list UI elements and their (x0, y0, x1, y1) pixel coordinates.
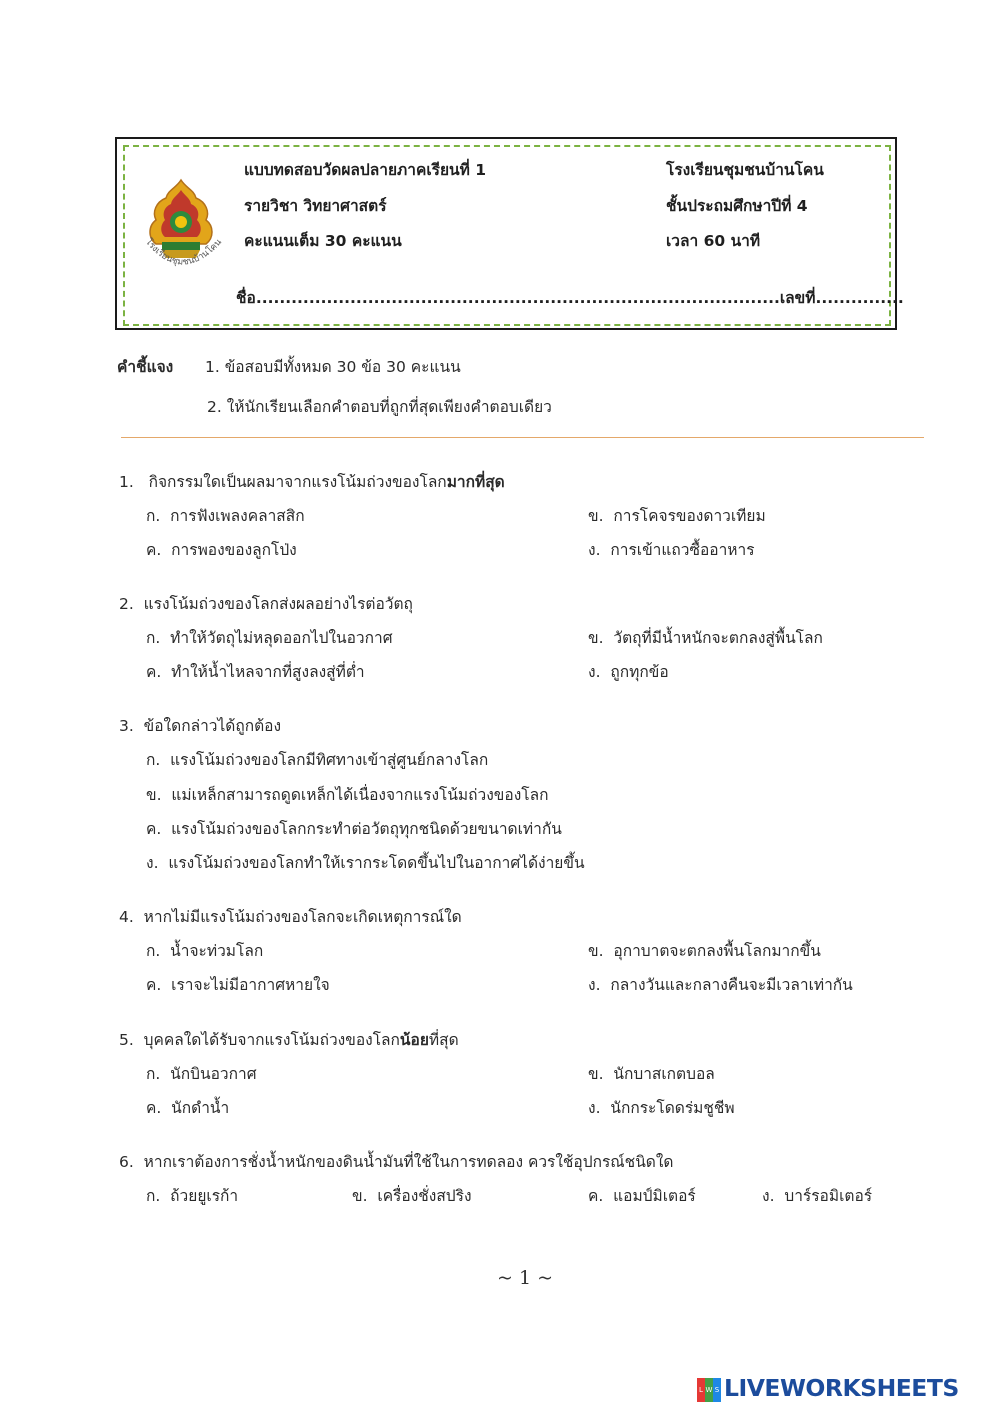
question-number: 5. (119, 1031, 134, 1049)
question-2 (119, 591, 413, 616)
question-text: แรงโน้มถ่วงของโลกส่งผลอย่างไรต่อวัตถุ (143, 595, 413, 613)
choice-option[interactable]: ค. แอมป์มิเตอร์ (588, 1187, 696, 1205)
question-number: 3. (119, 717, 134, 735)
question-6 (119, 1149, 674, 1174)
choice-option[interactable]: ข. การโคจรของดาวเทียม (588, 507, 766, 525)
choice-option[interactable]: ข. อุกาบาตจะตกลงพื้นโลกมากขึ้น (588, 942, 821, 960)
grade-level: ชั้นประถมศึกษาปีที่ 4 (666, 197, 808, 215)
question-number: 1. (119, 473, 134, 491)
choice-option[interactable]: ง. บาร์รอมิเตอร์ (762, 1187, 873, 1205)
school-name: โรงเรียนชุมชนบ้านโคน (666, 161, 824, 179)
question-text: บุคคลใดได้รับจากแรงโน้มถ่วงของโลก (143, 1031, 400, 1049)
choice-option[interactable]: ก. ถ้วยยูเรก้า (146, 1187, 239, 1205)
choice-option[interactable]: ง. นักกระโดดร่มชูชีพ (588, 1099, 735, 1117)
exam-time: เวลา 60 นาที (666, 232, 761, 250)
choice-option[interactable]: ง. แรงโน้มถ่วงของโลกทำให้เรากระโดดขึ้นไปในอากาศได้ง่ายขึ้น (146, 854, 585, 872)
choice-option[interactable]: ก. การฟังเพลงคลาสสิก (146, 507, 305, 525)
choice-option[interactable]: ข. เครื่องชั่งสปริง (352, 1187, 472, 1205)
school-logo (134, 176, 228, 286)
question-1 (119, 469, 505, 494)
choice-option[interactable]: ง. ถูกทุกข้อ (588, 663, 669, 681)
question-3 (119, 713, 281, 738)
question-emphasis: มากที่สุด (446, 473, 505, 491)
choice-option[interactable]: ค. แรงโน้มถ่วงของโลกกระทำต่อวัตถุทุกชนิดด้วยขนาดเท่ากัน (146, 820, 562, 838)
choice-option[interactable]: ก. นักบินอวกาศ (146, 1065, 257, 1083)
choice-option[interactable]: ค. ทำให้น้ำไหลจากที่สูงลงสู่ที่ต่ำ (146, 663, 365, 681)
choice-option[interactable]: ข. แม่เหล็กสามารถดูดเหล็กได้เนื่องจากแรงโน้มถ่วงของโลก (146, 786, 549, 804)
question-text-tail: ที่สุด (428, 1031, 459, 1049)
question-number: 4. (119, 908, 134, 926)
question-5 (119, 1027, 459, 1052)
logo-caption-curve (134, 176, 228, 286)
choice-option[interactable]: ก. ทำให้วัตถุไม่หลุดออกไปในอวกาศ (146, 629, 393, 647)
question-text: กิจกรรมใดเป็นผลมาจากแรงโน้มถ่วงของโลก (148, 473, 447, 491)
choice-option[interactable]: ง. การเข้าแถวซื้ออาหาร (588, 541, 755, 559)
student-name-line[interactable]: ชื่อ.........................................................................................เลขที่............... (236, 289, 904, 307)
question-number: 2. (119, 595, 134, 613)
choice-option[interactable]: ข. วัตถุที่มีน้ำหนักจะตกลงสู่พื้นโลก (588, 629, 823, 647)
full-score: คะแนนเต็ม 30 คะแนน (244, 232, 402, 250)
choice-option[interactable]: ก. แรงโน้มถ่วงของโลกมีทิศทางเข้าสู่ศูนย์กลางโลก (146, 751, 489, 769)
instructions-label: คำชี้แจง (117, 358, 174, 376)
section-divider (121, 437, 924, 438)
liveworksheets-wordmark: LIVEWORKSHEETS (724, 1374, 959, 1402)
subject: รายวิชา วิทยาศาสตร์ (244, 197, 387, 215)
choice-option[interactable]: ง. กลางวันและกลางคืนจะมีเวลาเท่ากัน (588, 976, 853, 994)
question-text: ข้อใดกล่าวได้ถูกต้อง (143, 717, 282, 735)
question-emphasis: น้อย (399, 1031, 429, 1049)
liveworksheets-icon: L W S (697, 1378, 721, 1402)
choice-option[interactable]: ค. นักดำน้ำ (146, 1099, 230, 1117)
question-number: 6. (119, 1153, 134, 1171)
exam-title: แบบทดสอบวัดผลปลายภาคเรียนที่ 1 (244, 161, 487, 179)
question-4 (119, 904, 462, 929)
choice-option[interactable]: ค. การพองของลูกโป่ง (146, 541, 297, 559)
svg-text:โรงเรียนชุมชนบ้านโคน: โรงเรียนชุมชนบ้านโคน (143, 237, 224, 268)
question-text: หากเราต้องการชั่งน้ำหนักของดินน้ำมันที่ใช้ในการทดลอง ควรใช้อุปกรณ์ชนิดใด (143, 1153, 674, 1171)
page-number: ~ 1 ~ (496, 1267, 553, 1289)
instruction-item: 1. ข้อสอบมีทั้งหมด 30 ข้อ 30 คะแนน (205, 358, 461, 376)
choice-option[interactable]: ข. นักบาสเกตบอล (588, 1065, 715, 1083)
choice-option[interactable]: ค. เราจะไม่มีอากาศหายใจ (146, 976, 330, 994)
instruction-item: 2. ให้นักเรียนเลือกคำตอบที่ถูกที่สุดเพียงคำตอบเดียว (207, 398, 552, 416)
choice-option[interactable]: ก. น้ำจะท่วมโลก (146, 942, 264, 960)
question-text: หากไม่มีแรงโน้มถ่วงของโลกจะเกิดเหตุการณ์ใด (143, 908, 462, 926)
